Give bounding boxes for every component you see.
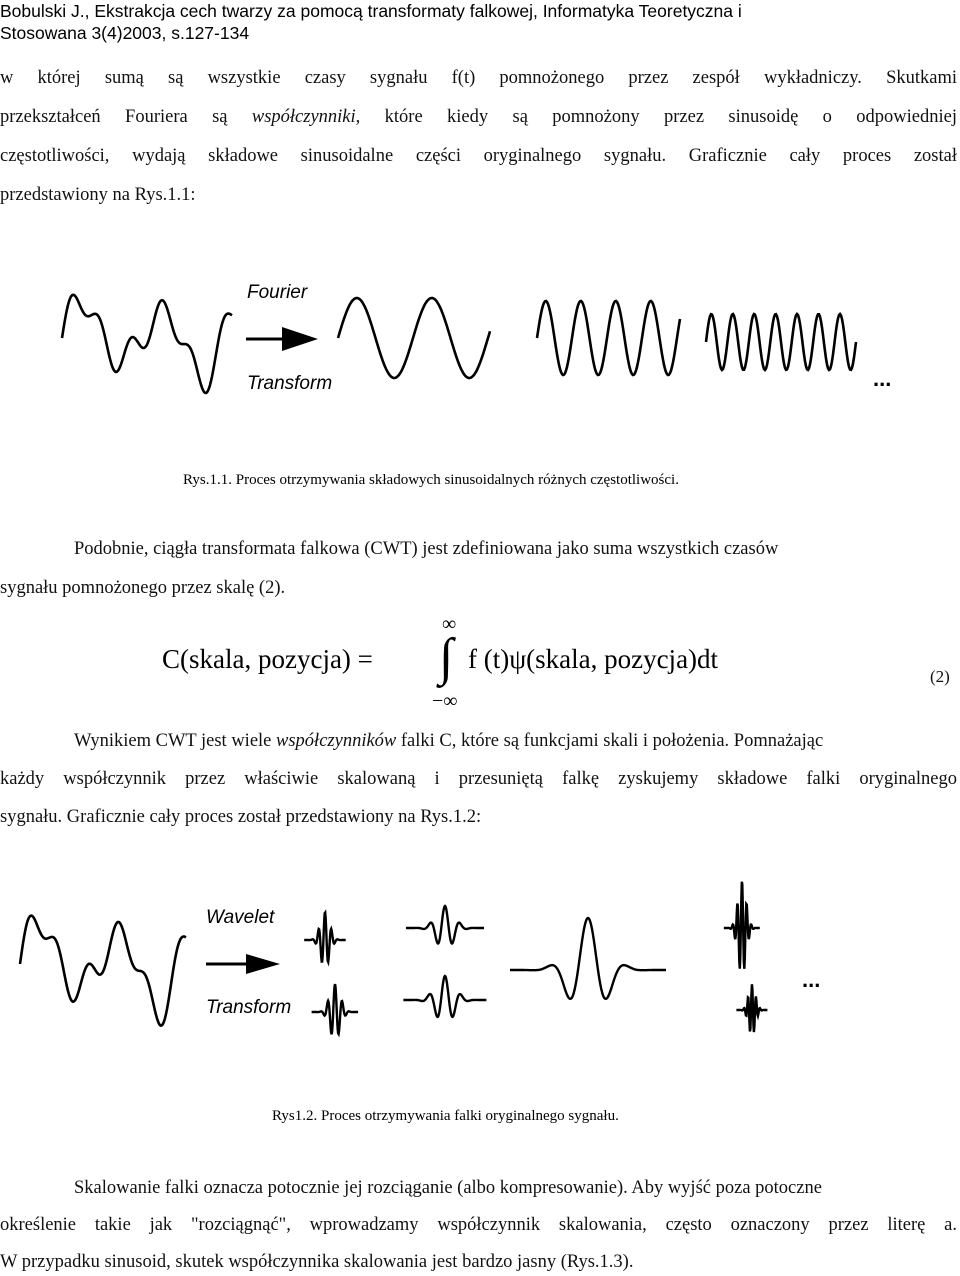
para1-line-2 — [0, 107, 957, 128]
sinusoid-mid-frequency — [537, 301, 680, 375]
page-header — [0, 0, 960, 44]
equation-integral-sign: ∫ — [439, 629, 454, 686]
equation-number: (2) — [930, 667, 950, 686]
para2-line-1: Podobnie, ciągła transformata falkowa (CWT) jest zdefiniowana jako suma wszystkich czasów — [74, 539, 779, 559]
para3-text: Wynikiem CWT jest wiele — [74, 731, 277, 751]
wavelet-large — [510, 918, 666, 999]
wavelet-small-bottom — [312, 984, 359, 1034]
para1-emphasis: współczynniki — [251, 107, 356, 127]
para1-text-cont: , które kiedy są pomnożony przez sinusoidę o odpowiedniej — [355, 107, 957, 127]
para1-line-3: częstotliwości, wydają składowe sinusoidalne części oryginalnego sygnału. Graficznie cały proces został — [0, 146, 957, 166]
sinusoid-high-frequency — [706, 314, 856, 370]
para3-text-cont: falki C, które są funkcjami skali i położenia. Pomnażając — [396, 731, 824, 751]
figure-fourier-transform — [0, 250, 960, 430]
para4-line-1: Skalowanie falki oznacza potocznie jej rozciąganie (albo kompresowanie). Aby wyjść poza potoczne — [74, 1178, 822, 1198]
fig2-ellipsis: ... — [802, 967, 821, 992]
equation-rhs: f (t)ψ(skala, pozycja)dt — [468, 644, 719, 674]
fig1-caption: Rys.1.1. Proces otrzymywania składowych sinusoidalnych różnych częstotliwości. — [183, 472, 679, 488]
para1-text: przekształceń Fouriera są — [0, 107, 252, 127]
original-signal — [62, 295, 232, 393]
wavelet-small-top — [304, 913, 346, 962]
wavelet-medium-bottom — [403, 976, 486, 1017]
fourier-label: Fourier — [247, 282, 308, 303]
para4-line-2: określenie takie jak "rozciągnąć", wprowadzamy współczynnik skalowania, często oznaczony przez literę a. — [0, 1215, 957, 1235]
equation-lhs: C(skala, pozycja) = — [162, 644, 373, 674]
wavelet-arrow — [206, 954, 280, 974]
para3-line-2: każdy współczynnik przez właściwie skalowaną i przesuniętą falkę zyskujemy składowe falki oryginalnego — [0, 769, 957, 789]
equation-lower-limit: −∞ — [432, 690, 458, 712]
wavelet-medium-top — [406, 906, 484, 944]
para1-line-1: w której sumą są wszystkie czasy sygnału f(t) pomnożonego przez zespół wykładniczy. Skutkami — [0, 68, 957, 88]
original-signal-2 — [20, 916, 186, 1026]
sinusoid-low-frequency — [338, 298, 490, 378]
fig2-caption: Rys1.2. Proces otrzymywania falki oryginalnego sygnału. — [272, 1108, 619, 1124]
para1-line-4: przedstawiony na Rys.1.1: — [0, 185, 196, 205]
fourier-arrow — [246, 327, 318, 351]
figure-wavelet-transform — [0, 870, 960, 1070]
wavelet-tall-narrow — [724, 882, 760, 969]
wavelet-narrow-bottom — [736, 984, 767, 1032]
para2-line-2: sygnału pomnożonego przez skalę (2). — [0, 578, 286, 598]
transform-label-2: Transform — [206, 997, 292, 1018]
para4-line-3: W przypadku sinusoid, skutek współczynnika skalowania jest bardzo jasny (Rys.1.3). — [0, 1252, 634, 1272]
para3-line-3: sygnału. Graficznie cały proces został przedstawiony na Rys.1.2: — [0, 807, 482, 827]
header-line-2: Stosowana 3(4)2003, s.127-134 — [0, 23, 250, 43]
wavelet-label: Wavelet — [206, 907, 275, 928]
para3-emphasis: współczynników — [276, 731, 397, 751]
para3-line-1 — [74, 731, 823, 752]
fig1-ellipsis: ... — [873, 366, 892, 391]
equation-upper-limit: ∞ — [442, 613, 457, 635]
header-line-1: Bobulski J., Ekstrakcja cech twarzy za pomocą transformaty falkowej, Informatyka Teoretyczna i — [0, 1, 742, 21]
transform-label: Transform — [247, 373, 333, 394]
